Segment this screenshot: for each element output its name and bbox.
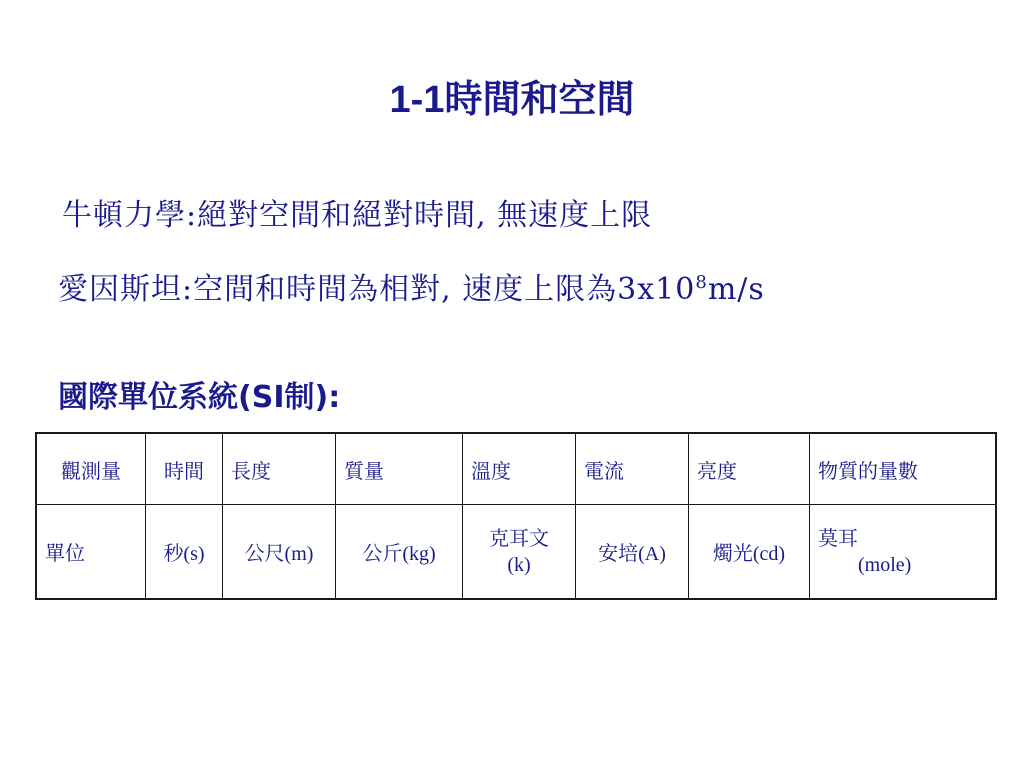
si-system-heading: 國際單位系統(SI制):: [58, 380, 341, 415]
header-cell-time: 時間: [146, 433, 223, 505]
header-cell-quantity: 觀測量: [36, 433, 146, 505]
unit-cell-temperature: [463, 505, 576, 600]
amount-unit-symbol: (mole): [858, 553, 912, 576]
slide-title: 1-1時間和空間: [389, 79, 635, 121]
unit-cell-time: 秒(s): [146, 505, 223, 600]
header-cell-luminosity: 亮度: [689, 433, 810, 505]
temperature-unit-name: 克耳文: [489, 527, 549, 550]
newton-mechanics-line: 牛頓力學:絕對空間和絕對時間, 無速度上限: [62, 198, 653, 233]
unit-cell-luminosity: 燭光(cd): [689, 505, 810, 600]
unit-cell-length: 公尺(m): [223, 505, 336, 600]
einstein-relativity-line: [58, 264, 765, 308]
unit-cell-current: 安培(A): [576, 505, 689, 600]
unit-cell-amount: [810, 505, 997, 600]
unit-row-label: 單位: [36, 505, 146, 600]
header-cell-mass: 質量: [336, 433, 463, 505]
header-cell-temperature: 溫度: [463, 433, 576, 505]
unit-cell-mass: 公斤(kg): [336, 505, 463, 600]
einstein-exponent: 8: [695, 272, 708, 293]
header-cell-current: 電流: [576, 433, 689, 505]
si-units-table: [35, 432, 997, 600]
einstein-speed-unit: m/s: [707, 272, 765, 307]
table-header-row: [36, 433, 996, 505]
table-unit-row: [36, 505, 996, 600]
temperature-unit-stack: [489, 526, 549, 578]
amount-unit-stack: [818, 526, 911, 578]
header-cell-amount: 物質的量數: [810, 433, 997, 505]
header-cell-length: 長度: [223, 433, 336, 505]
einstein-line-text: 愛因斯坦:空間和時間為相對, 速度上限為3x10: [58, 272, 696, 307]
temperature-unit-symbol: (k): [507, 553, 531, 576]
amount-unit-name: 莫耳: [818, 527, 858, 550]
